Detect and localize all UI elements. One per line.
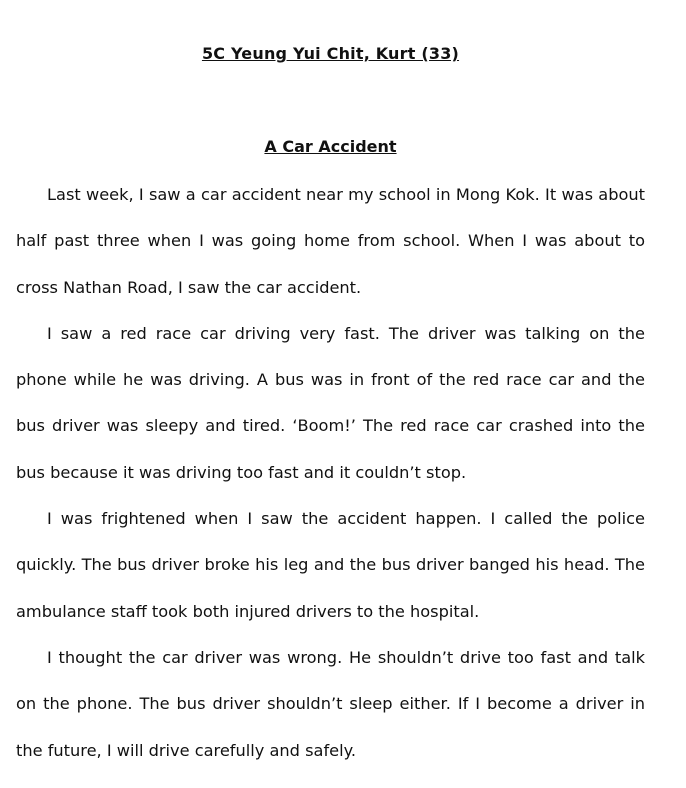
paragraph-3: I was frightened when I saw the accident happen. I called the police quickly. The bus driver broke his leg and the bus driver banged his head. The ambulance staff took both injured drivers to the hospital. — [16, 509, 645, 621]
essay-body — [16, 172, 645, 774]
author-line: 5C Yeung Yui Chit, Kurt (33) — [201, 44, 460, 63]
paragraph-1: Last week, I saw a car accident near my school in Mong Kok. It was about half past three when I was going home from school. When I was about to cross Nathan Road, I saw the car accident. — [16, 185, 645, 297]
essay-title: A Car Accident — [264, 137, 397, 156]
paragraph-2: I saw a red race car driving very fast. The driver was talking on the phone while he was driving. A bus was in front of the red race car and the bus driver was sleepy and tired. ‘Boom!’ The red race car crashed into the bus because it was driving too fast and it couldn’t stop. — [16, 323, 645, 482]
paragraph-4: I thought the car driver was wrong. He shouldn’t drive too fast and talk on the phone. The bus driver shouldn’t sleep either. If I become a driver in the future, I will drive carefully and safely. — [16, 647, 645, 760]
